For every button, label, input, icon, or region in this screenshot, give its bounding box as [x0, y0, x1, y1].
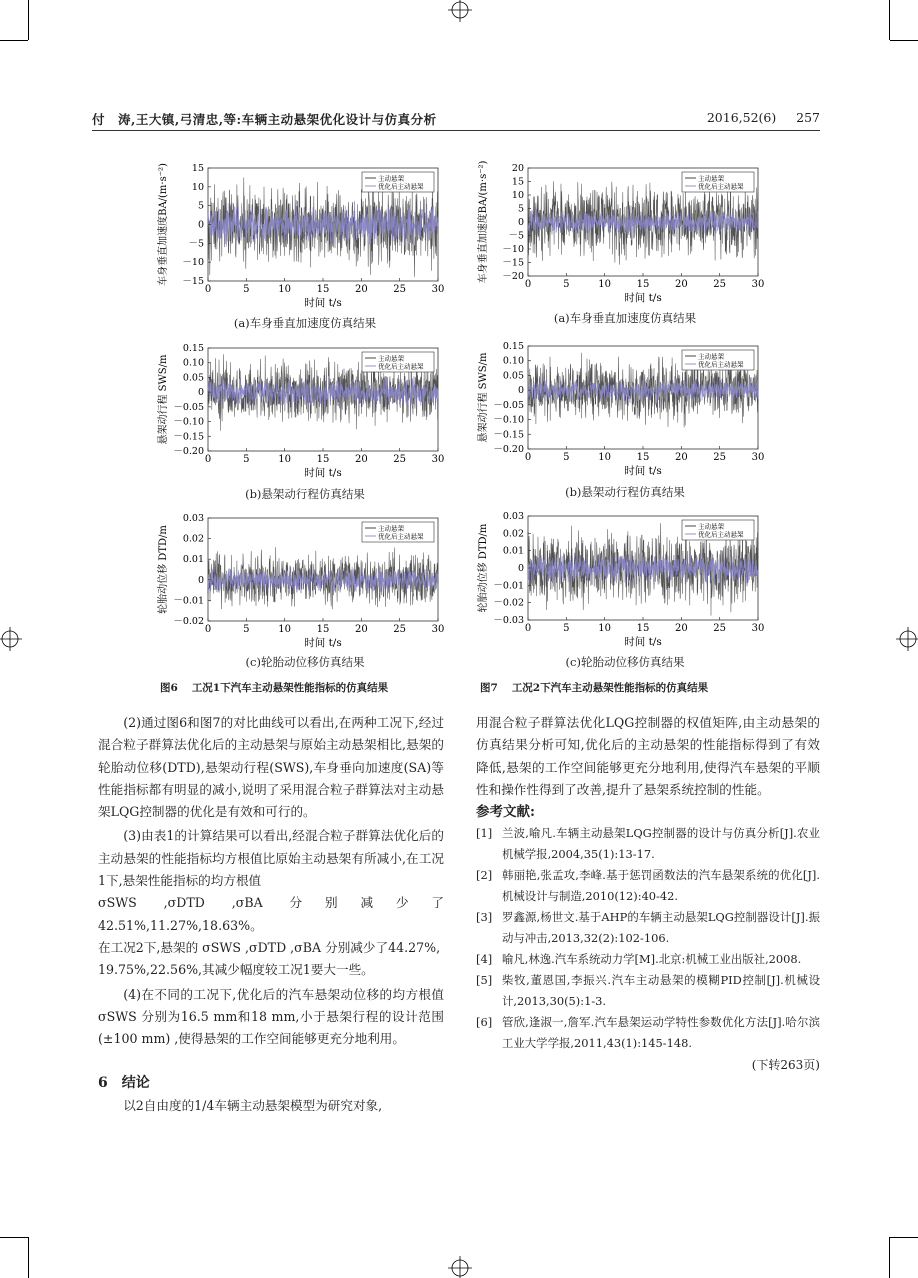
- x-tick-label: 20: [354, 454, 368, 465]
- y-tick-label: －5: [188, 238, 204, 250]
- reference-item: [476, 970, 820, 1012]
- y-tick-label: 0.15: [182, 343, 204, 354]
- x-tick-label: 30: [751, 279, 765, 290]
- y-axis-label: 悬架动行程 SWS/m: [478, 352, 489, 443]
- x-axis-label: 时间 t/s: [304, 637, 342, 649]
- y-tick-label: －15: [502, 257, 524, 269]
- y-tick-label: 5: [197, 200, 204, 212]
- y-tick-label: －0.01: [493, 580, 524, 592]
- continued-note: (下转263页): [751, 1058, 820, 1073]
- crop-mark: [28, 0, 29, 40]
- reference-item: [476, 949, 820, 970]
- y-tick-label: 0.02: [182, 533, 204, 545]
- paragraph-3b: σSWS ,σDTD ,σBA 分别减少了42.51%,11.27%,18.63%。: [98, 895, 444, 933]
- registration-mark-left: [0, 624, 24, 654]
- header-title: 付 涛,王大镇,弓清忠,等:车辆主动悬架优化设计与仿真分析: [92, 112, 437, 127]
- x-tick-label: 0: [204, 284, 212, 295]
- y-axis-label: 车身垂直加速度BA/(m·s⁻²): [158, 163, 169, 286]
- y-tick-label: 0.02: [502, 528, 524, 540]
- x-tick-label: 10: [598, 279, 612, 290]
- y-tick-label: －0.01: [173, 595, 204, 607]
- x-tick-label: 30: [431, 284, 445, 295]
- y-tick-label: －10: [182, 257, 204, 269]
- reference-list: [476, 823, 820, 1054]
- x-tick-label: 20: [354, 284, 368, 295]
- fig7-caption: [480, 680, 708, 695]
- x-tick-label: 10: [278, 624, 292, 635]
- reference-number: [4]: [476, 952, 493, 967]
- x-tick-label: 15: [316, 284, 330, 295]
- y-tick-label: 10: [511, 190, 524, 201]
- chart-fig7c: [470, 508, 770, 654]
- x-tick-label: 20: [674, 279, 688, 290]
- crop-mark: [28, 1237, 29, 1278]
- x-tick-label: 30: [751, 623, 765, 634]
- reference-number: [2]: [476, 868, 493, 883]
- fig7-number: 图7: [480, 682, 498, 694]
- fig6-caption: [160, 680, 388, 695]
- y-tick-label: －5: [508, 230, 524, 242]
- crop-mark: [0, 1237, 28, 1238]
- reference-item: [476, 865, 820, 907]
- x-axis-label: 时间 t/s: [624, 465, 662, 477]
- chart-svg: [470, 160, 770, 310]
- section-heading-6: 6 结论: [98, 1075, 150, 1092]
- y-tick-label: －0.02: [493, 597, 524, 609]
- legend-label: 优化后主动悬架: [378, 362, 424, 371]
- y-tick-label: 0.05: [182, 372, 204, 384]
- chart-fig6c: [150, 510, 450, 655]
- x-tick-label: 20: [674, 623, 688, 634]
- chart-svg: [150, 160, 450, 315]
- x-tick-label: 5: [563, 452, 570, 463]
- y-tick-label: 0: [517, 563, 524, 574]
- fig6-number: 图6: [160, 682, 178, 694]
- legend-label: 优化后主动悬架: [378, 532, 424, 541]
- x-tick-label: 30: [431, 454, 445, 465]
- legend-label: 主动悬架: [378, 524, 404, 533]
- x-tick-label: 30: [431, 624, 445, 635]
- y-tick-label: 5: [517, 203, 524, 215]
- reference-text: 兰波,喻凡.车辆主动悬架LQG控制器的设计与仿真分析[J].农业机械学报,2004,35(1):13-17.: [502, 826, 820, 862]
- legend-label: 主动悬架: [378, 354, 404, 363]
- crop-mark: [890, 40, 918, 41]
- y-tick-label: －0.20: [173, 446, 204, 457]
- x-tick-label: 25: [713, 279, 727, 290]
- y-tick-label: 0.05: [502, 370, 524, 382]
- y-tick-label: 0.10: [182, 357, 204, 369]
- reference-item: [476, 1012, 820, 1054]
- reference-number: [3]: [476, 910, 493, 925]
- legend-label: 主动悬架: [698, 522, 724, 531]
- x-tick-label: 15: [316, 454, 330, 465]
- fig6a-caption: (a)车身垂直加速度仿真结果: [233, 316, 377, 330]
- y-axis-label: 轮胎动位移 DTD/m: [478, 523, 489, 613]
- reference-text: 韩丽艳,张孟攻,李峰.基于惩罚函数法的汽车悬架系统的优化[J].机械设计与制造,2010(12):40-42.: [502, 868, 820, 904]
- registration-mark-right: [894, 624, 918, 654]
- chart-fig6b: [150, 340, 450, 485]
- x-tick-label: 25: [713, 623, 727, 634]
- x-tick-label: 10: [278, 454, 292, 465]
- paragraph-3d: 19.75%,22.56%,其减少幅度较工况1要大一些。: [98, 962, 374, 978]
- legend-label: 优化后主动悬架: [698, 360, 744, 369]
- x-tick-label: 15: [636, 279, 650, 290]
- x-tick-label: 5: [243, 624, 250, 635]
- y-tick-label: 0: [197, 219, 204, 231]
- reference-text: 喻凡,林逸.汽车系统动力学[M].北京:机械工业出版社,2008.: [502, 952, 802, 967]
- y-tick-label: 20: [511, 163, 524, 174]
- x-tick-label: 20: [674, 452, 688, 463]
- y-tick-label: －0.03: [493, 615, 524, 626]
- reference-text: 管欣,逢淑一,詹军.汽车悬架运动学特性参数优化方法[J].哈尔滨工业大学学报,2011,43(1):145-148.: [502, 1015, 820, 1051]
- x-tick-label: 25: [393, 454, 407, 465]
- y-tick-label: 0.15: [502, 341, 524, 352]
- y-tick-label: 0.03: [502, 511, 524, 522]
- series-line-2: [208, 203, 438, 247]
- x-tick-label: 25: [713, 452, 727, 463]
- legend-label: 优化后主动悬架: [698, 182, 744, 191]
- crop-mark: [0, 40, 28, 41]
- reference-item: [476, 907, 820, 949]
- reference-number: [6]: [476, 1015, 493, 1030]
- chart-svg: [470, 508, 770, 654]
- paragraph-5: 以2自由度的1/4车辆主动悬架模型为研究对象,: [123, 1097, 383, 1113]
- chart-svg: [150, 340, 450, 485]
- chart-fig7b: [470, 338, 770, 483]
- x-tick-label: 5: [563, 279, 570, 290]
- crop-mark: [889, 0, 890, 40]
- fig7-title: 工况2下汽车主动悬架性能指标的仿真结果: [511, 682, 709, 694]
- fig6-title: 工况1下汽车主动悬架性能指标的仿真结果: [191, 682, 389, 694]
- fig7c-caption: (c)轮胎动位移仿真结果: [565, 655, 685, 669]
- x-tick-label: 5: [243, 284, 250, 295]
- x-tick-label: 25: [393, 624, 407, 635]
- fig7a-caption: (a)车身垂直加速度仿真结果: [553, 311, 697, 325]
- x-axis-label: 时间 t/s: [304, 297, 342, 309]
- x-tick-label: 10: [278, 284, 292, 295]
- y-tick-label: －0.05: [493, 399, 524, 411]
- y-tick-label: 0: [517, 385, 524, 397]
- y-tick-label: 0.03: [182, 513, 204, 524]
- legend-label: 优化后主动悬架: [698, 530, 744, 539]
- header-issue-page: [707, 110, 820, 125]
- paragraph-3c: 在工况2下,悬架的 σSWS ,σDTD ,σBA 分别减少了44.27%,: [98, 939, 441, 955]
- chart-svg: [150, 510, 450, 655]
- y-axis-label: 悬架动行程 SWS/m: [158, 354, 169, 445]
- reference-number: [5]: [476, 973, 493, 988]
- y-axis-label: 车身垂直加速度BA/(m·s⁻²): [478, 160, 489, 284]
- y-tick-label: －0.10: [493, 414, 524, 426]
- y-tick-label: 10: [191, 181, 204, 193]
- y-tick-label: －0.20: [493, 444, 524, 455]
- page-number: 257: [796, 110, 820, 125]
- x-tick-label: 5: [563, 623, 570, 634]
- x-tick-label: 15: [636, 623, 650, 634]
- paragraph-2: (2)通过图6和图7的对比曲线可以看出,在两种工况下,经过混合粒子群算法优化后的主动悬架与原始主动悬架相比,悬架的轮胎动位移(DTD),悬架动行程(SWS),车身垂向加速度(SA)等性能指标都有明显的减小,说明了采用混合粒子群算法对主动悬架LQG控制器的优化是有效和可行的。: [98, 715, 444, 820]
- right-column: [476, 712, 820, 1077]
- x-tick-label: 0: [524, 279, 532, 290]
- legend-label: 主动悬架: [698, 174, 724, 183]
- x-tick-label: 0: [524, 623, 532, 634]
- x-tick-label: 30: [751, 452, 765, 463]
- chart-fig6a: [150, 160, 450, 315]
- x-tick-label: 10: [598, 623, 612, 634]
- y-axis-label: 轮胎动位移 DTD/m: [158, 525, 169, 614]
- y-tick-label: 0: [197, 387, 204, 399]
- x-tick-label: 0: [524, 452, 532, 463]
- x-axis-label: 时间 t/s: [304, 467, 342, 479]
- x-tick-label: 15: [316, 624, 330, 635]
- registration-mark-bottom: [445, 1254, 475, 1278]
- paragraph-3: [98, 825, 444, 892]
- conclusion-paragraph: 用混合粒子群算法优化LQG控制器的权值矩阵,由主动悬架的仿真结果分析可知,优化后的主动悬架的性能指标得到了有效降低,悬架的工作空间能够更充分地利用,使得汽车悬架的平顺性和操作性得到了改善,提升了悬架系统控制的性能。: [476, 715, 820, 797]
- legend-label: 主动悬架: [378, 174, 404, 183]
- x-tick-label: 0: [204, 624, 212, 635]
- chart-fig7a: [470, 160, 770, 310]
- reference-item: [476, 823, 820, 865]
- y-tick-label: 15: [511, 176, 524, 188]
- fig6b-caption: (b)悬架动行程仿真结果: [245, 487, 365, 501]
- x-tick-label: 0: [204, 454, 212, 465]
- y-tick-label: －0.05: [173, 401, 204, 413]
- fig7b-caption: (b)悬架动行程仿真结果: [565, 485, 685, 499]
- y-tick-label: 0: [517, 217, 524, 228]
- y-tick-label: 0.01: [182, 554, 204, 566]
- paragraph-4: (4)在不同的工况下,优化后的汽车悬架动位移的均方根值 σSWS 分别为16.5 mm和18 mm,小于悬架行程的设计范围 (±100 mm) ,使得悬架的工作空间能够更充分地利用。: [98, 986, 444, 1047]
- references-heading: 参考文献:: [476, 804, 535, 821]
- left-column: [98, 712, 444, 1117]
- y-tick-label: 0.10: [502, 355, 524, 367]
- reference-text: 柴牧,董恩国,李振兴.汽车主动悬架的模糊PID控制[J].机械设计,2013,30(5):1-3.: [502, 973, 820, 1009]
- y-tick-label: －0.15: [493, 429, 524, 441]
- y-tick-label: －0.02: [173, 616, 204, 627]
- running-header: [92, 108, 820, 131]
- x-tick-label: 20: [354, 624, 368, 635]
- legend-label: 优化后主动悬架: [378, 182, 424, 191]
- legend-label: 主动悬架: [698, 352, 724, 361]
- issue: 2016,52(6): [706, 110, 777, 125]
- y-tick-label: 15: [191, 163, 204, 174]
- x-tick-label: 15: [636, 452, 650, 463]
- crop-mark: [890, 1237, 918, 1238]
- x-axis-label: 时间 t/s: [624, 636, 662, 648]
- y-tick-label: －15: [182, 276, 204, 287]
- y-tick-label: 0: [197, 574, 204, 586]
- fig6c-caption: (c)轮胎动位移仿真结果: [245, 655, 365, 669]
- p3-line-a: (3)由表1的计算结果可以看出,经混合粒子群算法优化后的主动悬架的性能指标均方根值比原始主动悬架有所减小,在工况1下,悬架性能指标的均方根值: [98, 828, 444, 889]
- y-tick-label: －20: [502, 271, 524, 282]
- y-tick-label: －0.15: [173, 431, 204, 443]
- registration-mark-top: [445, 0, 475, 24]
- crop-mark: [889, 1237, 890, 1278]
- chart-svg: [470, 338, 770, 483]
- y-tick-label: －0.10: [173, 416, 204, 428]
- x-tick-label: 10: [598, 452, 612, 463]
- x-axis-label: 时间 t/s: [624, 292, 662, 304]
- reference-number: [1]: [476, 826, 493, 841]
- y-tick-label: －10: [502, 244, 524, 255]
- x-tick-label: 25: [393, 284, 407, 295]
- y-tick-label: 0.01: [502, 545, 524, 557]
- reference-text: 罗鑫源,杨世文.基于AHP的车辆主动悬架LQG控制器设计[J].振动与冲击,2013,32(2):102-106.: [502, 910, 820, 946]
- x-tick-label: 5: [243, 454, 250, 465]
